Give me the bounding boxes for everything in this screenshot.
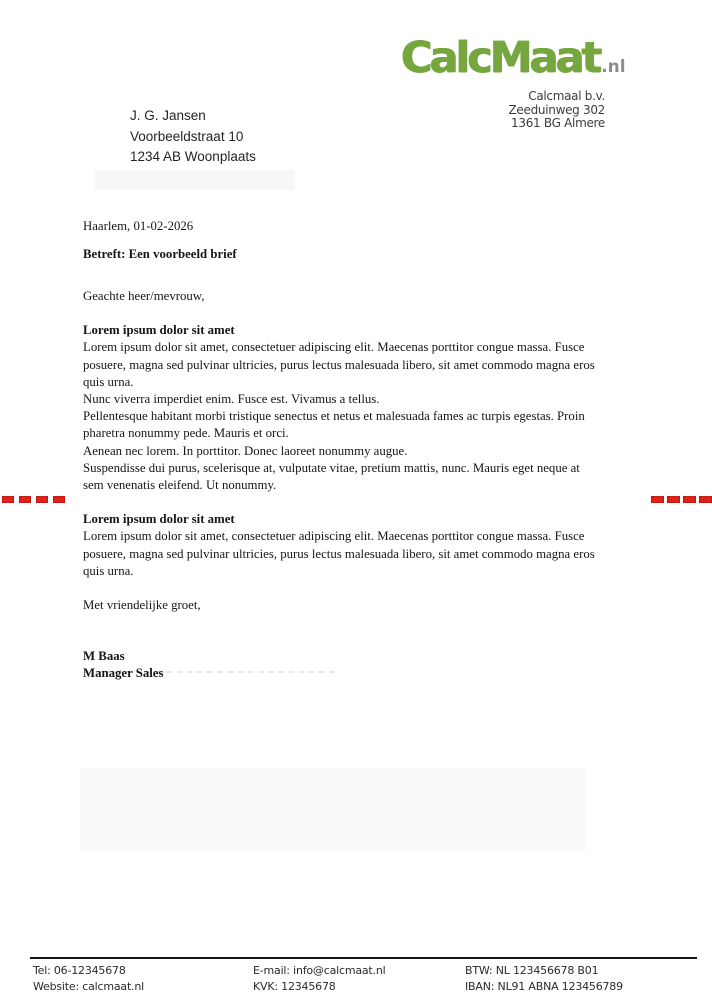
- paragraph: Lorem ipsum dolor sit amet, consectetuer adipiscing elit. Maecenas porttitor congue massa. Fusce posuere, magna sed pulvinar ultricies, purus lectus malesuada libero, sit amet commodo magna eros quis urna.: [83, 529, 595, 578]
- recipient-name: J. G. Jansen: [130, 108, 206, 123]
- footer-email: E-mail: info@calcmaat.nl: [253, 964, 386, 977]
- fold-dash: [2, 496, 14, 503]
- fold-dash: [699, 496, 712, 503]
- company-city: 1361 BG Almere: [511, 116, 605, 130]
- fold-dash: [683, 496, 696, 503]
- fold-dash: [19, 496, 31, 503]
- fold-dash: [667, 496, 680, 503]
- fold-mark-right: [651, 496, 712, 503]
- subject-line: Betreft: Een voorbeeld brief: [83, 247, 237, 261]
- footer-tel: Tel: 06-12345678: [33, 964, 126, 977]
- footer-finance-column: [465, 963, 623, 994]
- logo-wordmark: CalcMaat: [401, 33, 600, 83]
- paragraph: Nunc viverra imperdiet enim. Fusce est. Vivamus a tellus.: [83, 392, 380, 407]
- fold-mark-left: [2, 496, 65, 503]
- letter-body: [83, 288, 603, 683]
- company-street: Zeeduinweg 302: [508, 102, 605, 117]
- salutation: Geachte heer/mevrouw,: [83, 289, 205, 303]
- section-heading: Lorem ipsum dolor sit amet: [83, 323, 235, 338]
- company-address-block: [509, 90, 605, 131]
- recipient-city: 1234 AB Woonplaats: [130, 149, 256, 164]
- recipient-street: Voorbeeldstraat 10: [130, 128, 244, 144]
- footer-website: Website: calcmaat.nl: [33, 979, 144, 993]
- footer-iban: IBAN: NL91 ABNA 123456789: [465, 979, 623, 993]
- fold-dash: [651, 496, 664, 503]
- recipient-address-block: [130, 106, 256, 168]
- paragraph: Suspendisse dui purus, scelerisque at, vulputate vitae, pretium mattis, nunc. Mauris eget neque at sem venenatis eleifend. Ut nonummy.: [83, 460, 580, 493]
- closing-line: Met vriendelijke groet,: [83, 598, 201, 613]
- footer-kvk: KVK: 12345678: [253, 979, 336, 993]
- fold-dash: [53, 496, 65, 503]
- section-heading: Lorem ipsum dolor sit amet: [83, 512, 235, 527]
- scan-artifact: [80, 768, 585, 852]
- company-logo: [401, 33, 626, 83]
- date-line: Haarlem, 01-02-2026: [83, 219, 194, 233]
- footer-divider: [30, 957, 697, 959]
- scan-artifact: [95, 170, 295, 190]
- signature-block: [83, 648, 603, 682]
- footer-contact-column: [33, 963, 144, 994]
- paragraph: Pellentesque habitant morbi tristique senectus et netus et malesuada fames ac turpis egestas. Proin pharetra nonummy pede. Mauris et orci.: [83, 409, 585, 441]
- logo-domain-suffix: .nl: [601, 57, 626, 77]
- fold-dash: [36, 496, 48, 503]
- paragraph: Aenean nec lorem. In porttitor. Donec laoreet nonummy augue.: [83, 443, 408, 458]
- signature-title: Manager Sales: [83, 666, 164, 681]
- paragraph: Lorem ipsum dolor sit amet, consectetuer adipiscing elit. Maecenas porttitor congue massa. Fusce posuere, magna sed pulvinar ultricies, purus lectus malesuada libero, sit amet commodo magna eros quis urna.: [83, 340, 595, 389]
- company-name: Calcmaal b.v.: [528, 89, 605, 103]
- footer-btw: BTW: NL 123456678 B01: [465, 964, 599, 977]
- signature-name: M Baas: [83, 649, 125, 664]
- footer-email-column: [253, 963, 385, 994]
